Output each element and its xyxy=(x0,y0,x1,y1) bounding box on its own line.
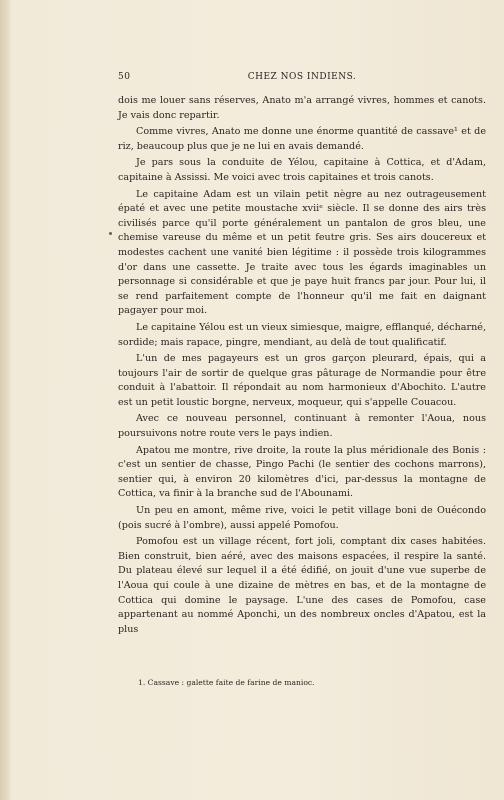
paragraph: Le capitaine Yélou est un vieux simiesque, maigre, efflanqué, décharné, sordide; mais rapace, pingre, mendiant, au delà de tout qualificatif. xyxy=(118,321,486,348)
page-binding-edge xyxy=(0,0,10,800)
paragraph: L'un de mes pagayeurs est un gros garçon pleurard, épais, qui a toujours l'air de sortir de quelque gras pâturage de Normandie pour être conduit à l'abattoir. Il répondait au nom harmonieux d'Abochito. L'autre est un petit loustic borgne, nerveux, moqueur, qui s'appelle Couacou. xyxy=(118,353,486,408)
ink-spot xyxy=(109,232,112,235)
body-text xyxy=(118,94,486,639)
paragraph: Avec ce nouveau personnel, continuant à remonter l'Aoua, nous poursuivons notre route vers le pays indien. xyxy=(118,413,486,440)
paragraph: Pomofou est un village récent, fort joli, comptant dix cases habitées. Bien construit, bien aéré, avec des maisons espacées, il respire la santé. Du plateau élevé sur lequel il a été édifié, on jouit d'une vue superbe de l'Aoua qui coule à une dizaine de mètres en bas, et de la montagne de Cottica qui domine le paysage. L'une des cases de Pomofou, case appartenant au nommé Aponchi, un des nombreux oncles d'Apatou, est la plus xyxy=(118,536,486,635)
footnote: 1. Cassave : galette faite de farine de manioc. xyxy=(138,678,315,687)
paragraph: Apatou me montre, rive droite, la route la plus méridionale des Bonis : c'est un sentier de chasse, Pingo Pachi (le sentier des cochons marrons), sentier qui, à environ 20 kilomètres d'ici, par-dessus la montagne de Cottica, va finir à la branche sud de l'Abounami. xyxy=(118,444,486,500)
paragraph: Comme vivres, Anato me donne une énorme quantité de cassave¹ et de riz, beaucoup plus que je ne lui en avais demandé. xyxy=(118,126,486,152)
page-number: 50 xyxy=(118,72,131,82)
page-header xyxy=(118,72,486,86)
paragraph: Je pars sous la conduite de Yélou, capitaine à Cottica, et d'Adam, capitaine à Assissi. Me voici avec trois capitaines et trois canots. xyxy=(118,157,486,183)
paragraph: Le capitaine Adam est un vilain petit nègre au nez outrageusement épaté et avec une petite moustache xviiᵉ siècle. Il se donne des airs très civilisés parce qu'il porte généralement un pantalon de gros bleu, une chemise vareuse du même et un petit feutre gris. Ses airs doucereux et modestes cachent une vanité bien légitime : il possède trois kilogrammes d'or dans une cassette. Je traite avec tous les égards imaginables un personnage si considérable et que je paye huit francs par jour. Pour lui, il se rend parfaitement compte de l'honneur qu'il me fait en daignant pagayer pour moi. xyxy=(118,188,486,317)
paragraph: Un peu en amont, même rive, voici le petit village boni de Ouécondo (pois sucré à l'ombre), aussi appelé Pomofou. xyxy=(118,505,486,531)
running-title: CHEZ NOS INDIENS. xyxy=(247,72,357,82)
paragraph: dois me louer sans réserves, Anato m'a arrangé vivres, hommes et canots. Je vais donc repartir. xyxy=(118,95,486,121)
